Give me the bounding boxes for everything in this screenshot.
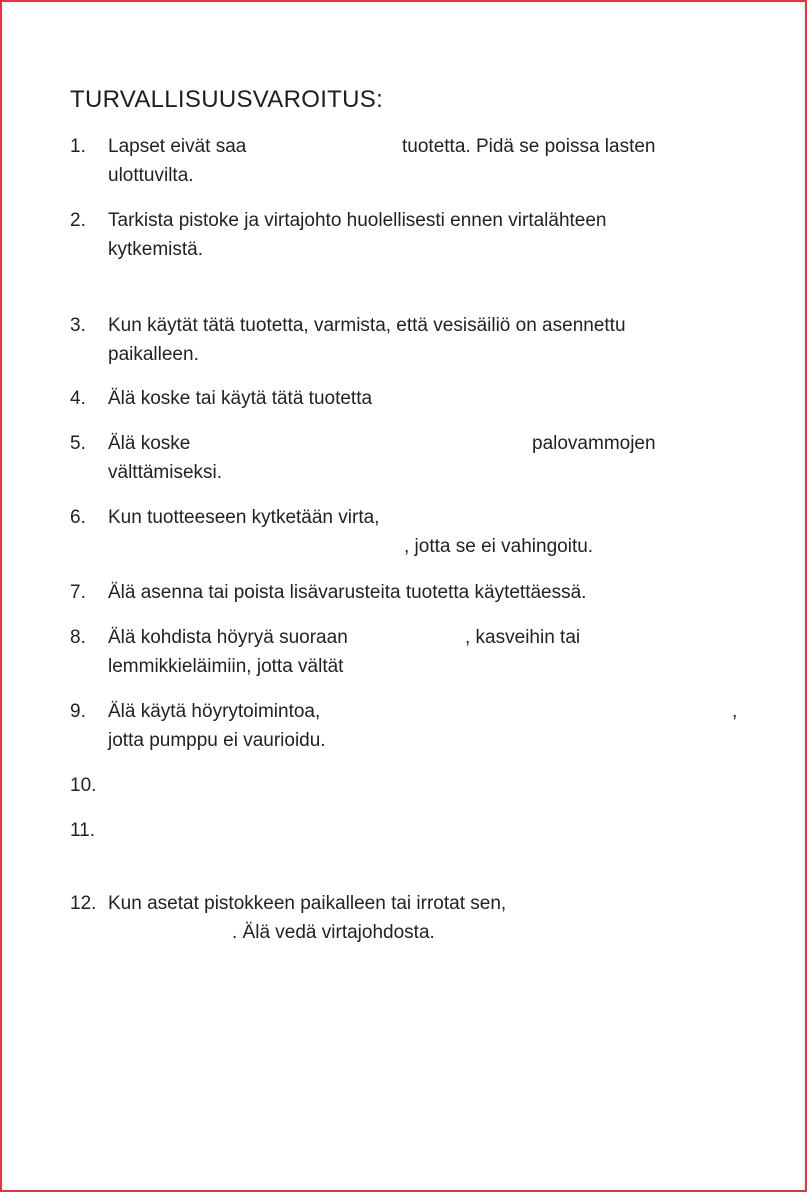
item-text: paikalleen.	[108, 344, 199, 365]
item-text: , kasveihin tai	[465, 627, 581, 648]
item-number: 6.	[70, 507, 86, 528]
item-number: 10.	[70, 775, 97, 796]
item-number: 12.	[70, 893, 97, 914]
item-text: jotta pumppu ei vaurioidu.	[108, 730, 326, 751]
item-text: Älä asenna tai poista lisävarusteita tuotetta käytettäessä.	[108, 582, 587, 603]
item-text: ulottuvilta.	[108, 165, 194, 186]
item-number: 3.	[70, 315, 86, 336]
item-text: Kun asetat pistokkeen paikalleen tai irrotat sen,	[108, 893, 507, 914]
item-number: 4.	[70, 388, 86, 409]
item-text: Kun tuotteeseen kytketään virta,	[108, 507, 380, 528]
item-text: Älä koske	[108, 433, 191, 454]
item-text: välttämiseksi.	[108, 462, 223, 483]
item-number: 5.	[70, 433, 86, 454]
item-text: kytkemistä.	[108, 239, 204, 260]
item-text: , jotta se ei vahingoitu.	[404, 536, 594, 557]
item-number: 11.	[70, 820, 96, 841]
item-number: 9.	[70, 701, 86, 722]
item-number: 7.	[70, 582, 86, 603]
item-text: Älä käytä höyrytoimintoa,	[108, 701, 321, 722]
item-number: 8.	[70, 627, 86, 648]
item-text: Kun käytät tätä tuotetta, varmista, että vesisäiliö on asennettu	[108, 315, 626, 336]
item-text: Älä koske tai käytä tätä tuotetta	[108, 388, 373, 409]
item-text: . Älä vedä virtajohdosta.	[232, 922, 435, 943]
item-number: 2.	[70, 210, 86, 231]
item-text: Älä kohdista höyryä suoraan	[108, 627, 348, 648]
item-text: lemmikkieläimiin, jotta vältät	[108, 656, 344, 677]
page-title: TURVALLISUUSVAROITUS:	[70, 86, 384, 113]
item-text: Lapset eivät saa	[108, 136, 247, 157]
item-text: palovammojen	[532, 433, 656, 454]
item-text: tuotetta. Pidä se poissa lasten	[402, 136, 656, 157]
item-text: ,	[732, 701, 738, 722]
item-number: 1.	[70, 136, 86, 157]
item-text: Tarkista pistoke ja virtajohto huolellisesti ennen virtalähteen	[108, 210, 607, 231]
